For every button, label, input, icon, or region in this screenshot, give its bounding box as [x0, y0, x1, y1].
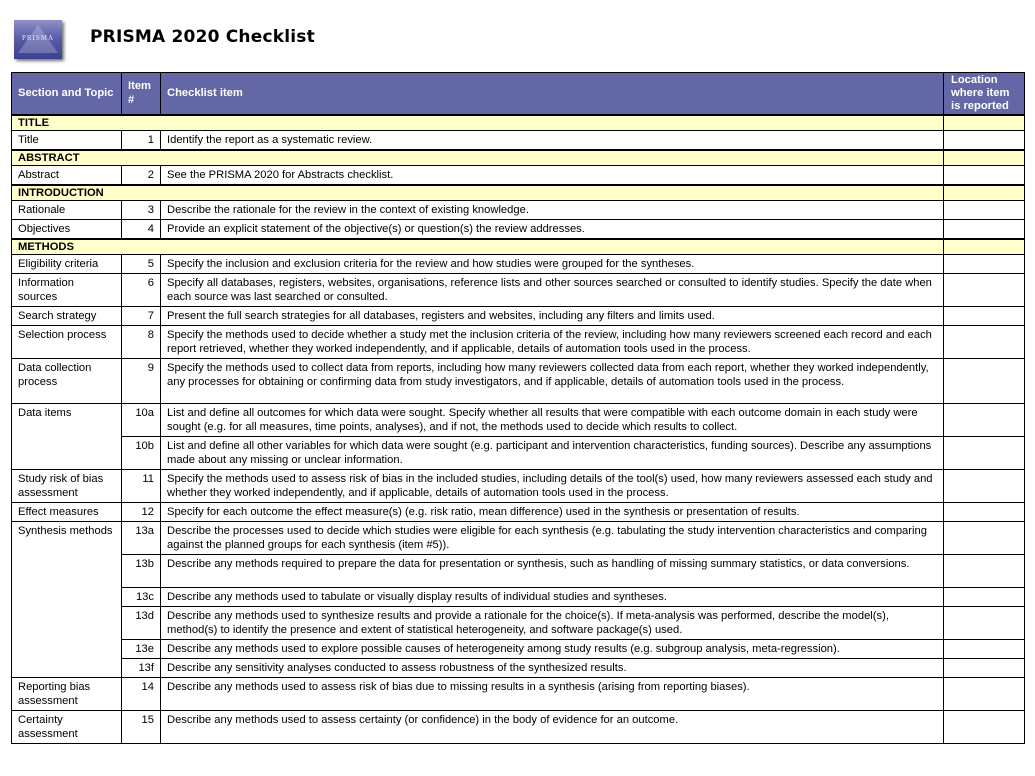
topic-cell: Search strategy: [12, 307, 122, 326]
topic-cell: Reporting bias assessment: [12, 678, 122, 711]
checklist-table: [11, 72, 1025, 744]
checklist-text: Describe any methods used to assess risk of bias due to missing results in a synthesis (arising from reporting biases).: [161, 678, 944, 711]
location-cell: [944, 166, 1025, 186]
item-number: 13c: [122, 588, 161, 607]
table-row: [12, 659, 1025, 678]
location-cell: [944, 201, 1025, 220]
item-number: 9: [122, 359, 161, 404]
location-cell: [944, 239, 1025, 255]
item-number: 4: [122, 220, 161, 240]
section-label: INTRODUCTION: [12, 185, 944, 201]
table-row: [12, 588, 1025, 607]
location-cell: [944, 115, 1025, 131]
section-row-introduction: [12, 185, 1025, 201]
table-row: [12, 470, 1025, 503]
item-number: 2: [122, 166, 161, 186]
item-number: 10b: [122, 437, 161, 470]
location-cell: [944, 659, 1025, 678]
location-cell: [944, 588, 1025, 607]
item-number: 13b: [122, 555, 161, 588]
col-header-item: Item #: [122, 73, 161, 116]
topic-cell: Selection process: [12, 326, 122, 359]
section-row-methods: [12, 239, 1025, 255]
topic-cell: Synthesis methods: [12, 522, 122, 555]
topic-cell: [12, 588, 122, 607]
location-cell: [944, 359, 1025, 404]
location-cell: [944, 185, 1025, 201]
topic-cell: Data collection process: [12, 359, 122, 404]
location-cell: [944, 255, 1025, 274]
table-row: [12, 678, 1025, 711]
item-number: 3: [122, 201, 161, 220]
topic-cell: Abstract: [12, 166, 122, 186]
topic-cell: Study risk of bias assessment: [12, 470, 122, 503]
item-number: 1: [122, 131, 161, 151]
location-cell: [944, 220, 1025, 240]
checklist-text: Describe any methods used to explore possible causes of heterogeneity among study results (e.g. subgroup analysis, meta-regression).: [161, 640, 944, 659]
item-number: 14: [122, 678, 161, 711]
location-cell: [944, 307, 1025, 326]
item-number: 13d: [122, 607, 161, 640]
table-row: [12, 220, 1025, 240]
table-row: [12, 307, 1025, 326]
checklist-text: Specify the methods used to collect data from reports, including how many reviewers collected data from each report, whether they worked independently, any processes for obtaining or confirming data from study investigators, and if applicable, details of automation tools used in the process.: [161, 359, 944, 404]
topic-cell: [12, 607, 122, 640]
section-label: TITLE: [12, 115, 944, 131]
checklist-text: Specify for each outcome the effect measure(s) (e.g. risk ratio, mean difference) used in the synthesis or presentation of results.: [161, 503, 944, 522]
location-cell: [944, 131, 1025, 151]
table-row: [12, 522, 1025, 555]
location-cell: [944, 503, 1025, 522]
table-row: [12, 131, 1025, 151]
item-number: 11: [122, 470, 161, 503]
checklist-text: Specify all databases, registers, websites, organisations, reference lists and other sources searched or consulted to identify studies. Specify the date when each source was last searched or consulted.: [161, 274, 944, 307]
item-number: 6: [122, 274, 161, 307]
item-number: 13a: [122, 522, 161, 555]
location-cell: [944, 470, 1025, 503]
item-number: 13e: [122, 640, 161, 659]
topic-cell: Certainty assessment: [12, 711, 122, 744]
checklist-text: Present the full search strategies for all databases, registers and websites, including any filters and limits used.: [161, 307, 944, 326]
item-number: 8: [122, 326, 161, 359]
location-cell: [944, 640, 1025, 659]
table-row: [12, 437, 1025, 470]
checklist-text: Describe the processes used to decide which studies were eligible for each synthesis (e.g. tabulating the study intervention characteristics and comparing against the planned groups for each synthesis (item #5)).: [161, 522, 944, 555]
location-cell: [944, 711, 1025, 744]
table-row: [12, 201, 1025, 220]
location-cell: [944, 150, 1025, 166]
checklist-text: Describe any sensitivity analyses conducted to assess robustness of the synthesized results.: [161, 659, 944, 678]
table-row: [12, 503, 1025, 522]
location-cell: [944, 522, 1025, 555]
checklist-text: List and define all outcomes for which data were sought. Specify whether all results that were compatible with each outcome domain in each study were sought (e.g. for all measures, time points, analyses), and if not, the methods used to decide which results to collect.: [161, 404, 944, 437]
prisma-logo: [14, 20, 62, 59]
topic-cell: Effect measures: [12, 503, 122, 522]
table-row: [12, 640, 1025, 659]
table-row: [12, 326, 1025, 359]
document-header: [0, 0, 1035, 70]
checklist-text: Specify the inclusion and exclusion criteria for the review and how studies were grouped for the syntheses.: [161, 255, 944, 274]
topic-cell: Title: [12, 131, 122, 151]
table-row: [12, 555, 1025, 588]
checklist-text: Describe any methods required to prepare the data for presentation or synthesis, such as handling of missing summary statistics, or data conversions.: [161, 555, 944, 588]
checklist-text: Describe any methods used to assess certainty (or confidence) in the body of evidence for an outcome.: [161, 711, 944, 744]
location-cell: [944, 555, 1025, 588]
topic-cell: [12, 659, 122, 678]
col-header-location: Location where item is reported: [944, 73, 1025, 116]
table-row: [12, 711, 1025, 744]
col-header-checklist: Checklist item: [161, 73, 944, 116]
topic-cell: Eligibility criteria: [12, 255, 122, 274]
table-row: [12, 359, 1025, 404]
checklist-text: Identify the report as a systematic review.: [161, 131, 944, 151]
location-cell: [944, 326, 1025, 359]
checklist-text: Describe any methods used to tabulate or visually display results of individual studies and syntheses.: [161, 588, 944, 607]
topic-cell: Objectives: [12, 220, 122, 240]
section-label: METHODS: [12, 239, 944, 255]
checklist-text: Describe any methods used to synthesize results and provide a rationale for the choice(s). If meta-analysis was performed, describe the model(s), method(s) to identify the presence and extent of statistical heterogeneity, and software package(s) used.: [161, 607, 944, 640]
topic-cell: Information sources: [12, 274, 122, 307]
section-row-title: [12, 115, 1025, 131]
checklist-text: Describe the rationale for the review in the context of existing knowledge.: [161, 201, 944, 220]
section-label: ABSTRACT: [12, 150, 944, 166]
checklist-text: Specify the methods used to decide whether a study met the inclusion criteria of the review, including how many reviewers screened each record and each report retrieved, whether they worked independently, and if applicable, details of automation tools used in the process.: [161, 326, 944, 359]
topic-cell: Data items: [12, 404, 122, 437]
checklist-text: Provide an explicit statement of the objective(s) or question(s) the review addresses.: [161, 220, 944, 240]
item-number: 15: [122, 711, 161, 744]
col-header-section: Section and Topic: [12, 73, 122, 116]
table-row: [12, 166, 1025, 186]
table-row: [12, 255, 1025, 274]
location-cell: [944, 607, 1025, 640]
checklist-text: List and define all other variables for which data were sought (e.g. participant and intervention characteristics, funding sources). Describe any assumptions made about any missing or unclear information.: [161, 437, 944, 470]
table-header-row: [12, 73, 1025, 116]
page-title: PRISMA 2020 Checklist: [90, 27, 315, 47]
table-row: [12, 607, 1025, 640]
location-cell: [944, 437, 1025, 470]
topic-cell: [12, 437, 122, 470]
item-number: 12: [122, 503, 161, 522]
section-row-abstract: [12, 150, 1025, 166]
topic-cell: [12, 555, 122, 588]
table-row: [12, 404, 1025, 437]
location-cell: [944, 404, 1025, 437]
checklist-text: See the PRISMA 2020 for Abstracts checklist.: [161, 166, 944, 186]
location-cell: [944, 274, 1025, 307]
topic-cell: [12, 640, 122, 659]
item-number: 13f: [122, 659, 161, 678]
item-number: 5: [122, 255, 161, 274]
topic-cell: Rationale: [12, 201, 122, 220]
logo-wordmark: PRISMA: [21, 34, 55, 42]
checklist-text: Specify the methods used to assess risk of bias in the included studies, including details of the tool(s) used, how many reviewers assessed each study and whether they worked independently, and if applicable, details of automation tools used in the process.: [161, 470, 944, 503]
table-row: [12, 274, 1025, 307]
item-number: 10a: [122, 404, 161, 437]
location-cell: [944, 678, 1025, 711]
item-number: 7: [122, 307, 161, 326]
